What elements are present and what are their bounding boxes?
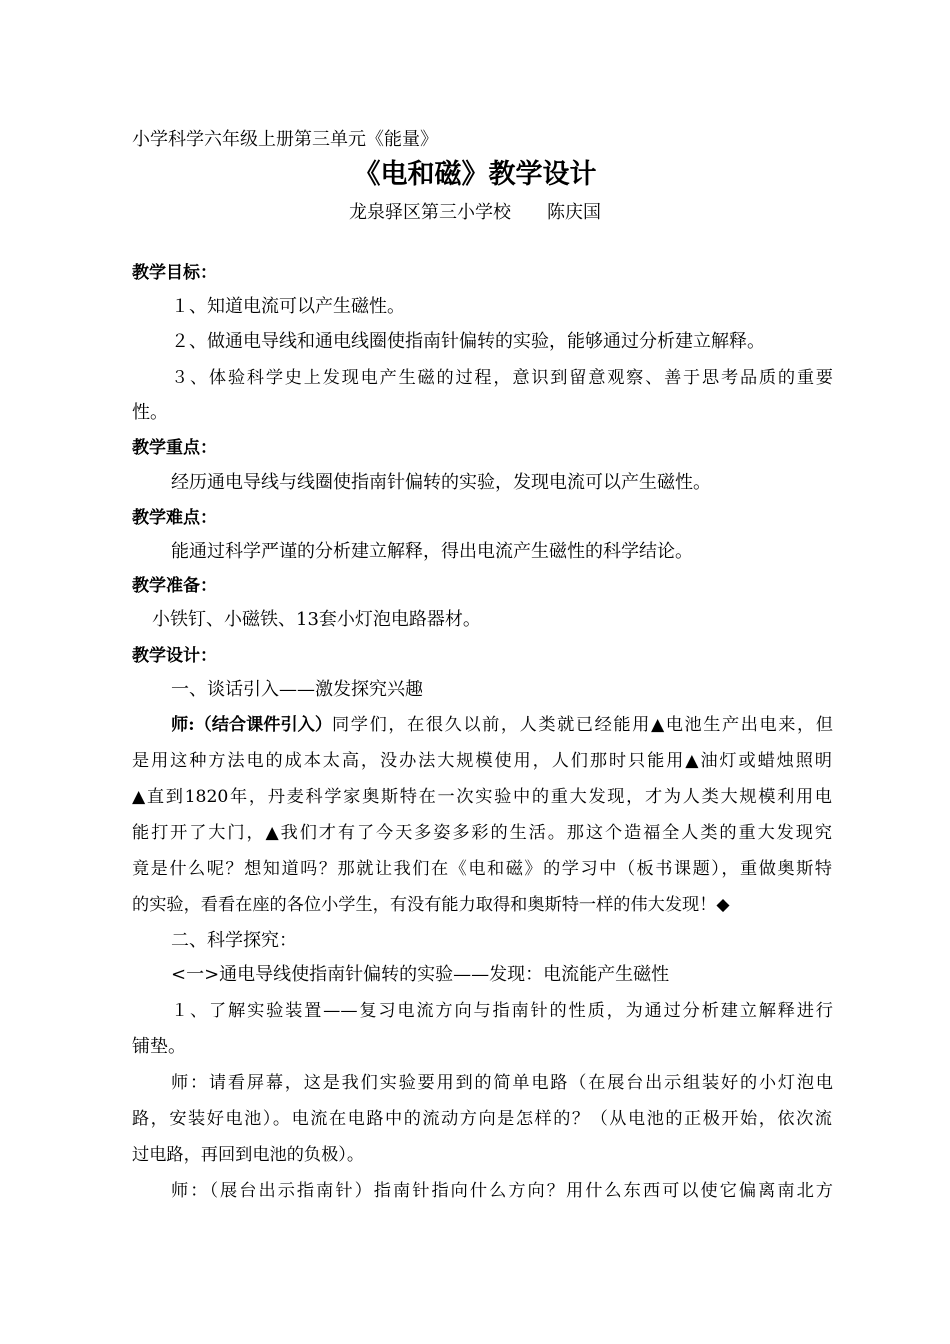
difficulties-text: 能通过科学严谨的分析建立解释，得出电流产生磁性的科学结论。 <box>171 541 693 562</box>
author-line <box>0 201 950 225</box>
teacher-line: 过电路，再回到电池的负极）。 <box>132 1145 365 1165</box>
school-name: 龙泉驿区第三小学校 <box>349 202 511 223</box>
intro-line: ▲直到1820年，丹麦科学家奥斯特在一次实验中的重大发现，才为人类大规模利用电 <box>132 787 832 807</box>
intro-line: 是用这种方法电的成本太高，没办法大规模使用，人们那时只能用▲油灯或蜡烛照明 <box>132 751 832 771</box>
preparation-heading: 教学准备： <box>132 576 217 596</box>
intro-line: 的实验，看看在座的各位小学生，有没有能力取得和奥斯特一样的伟大发现！◆ <box>132 895 730 915</box>
teacher-label: 师:（结合课件引入） <box>171 715 333 735</box>
objectives-heading: 教学目标： <box>132 263 217 283</box>
objective-item: ３、体验科学史上发现电产生磁的过程，意识到留意观察、善于思考品质的重要 <box>171 368 833 388</box>
teacher-line: 师：请看屏幕，这是我们实验要用到的简单电路（在展台出示组装好的小灯泡电 <box>171 1073 833 1093</box>
step-line: １、了解实验装置——复习电流方向与指南针的性质，为通过分析建立解释进行 <box>171 1001 833 1021</box>
intro-line: 竟是什么呢？想知道吗？那就让我们在《电和磁》的学习中（板书课题），重做奥斯特 <box>132 859 832 879</box>
subsection-heading: <一>通电导线使指南针偏转的实验——发现：电流能产生磁性 <box>171 964 670 985</box>
objective-item: １、知道电流可以产生磁性。 <box>171 296 405 317</box>
key-points-text: 经历通电导线与线圈使指南针偏转的实验，发现电流可以产生磁性。 <box>171 472 711 493</box>
objective-item: ２、做通电导线和通电线圈使指南针偏转的实验，能够通过分析建立解释。 <box>171 331 765 352</box>
teacher-line: 路，安装好电池）。电流在电路中的流动方向是怎样的？（从电池的正极开始，依次流 <box>132 1109 832 1129</box>
document-title: 《电和磁》教学设计 <box>353 159 597 190</box>
teacher-line: 师：（展台出示指南针）指南针指向什么方向？用什么东西可以使它偏离南北方 <box>171 1181 833 1201</box>
intro-paragraph-first-line <box>171 713 833 737</box>
section-heading: 一、谈话引入——激发探究兴趣 <box>171 679 423 700</box>
teacher-name: 陈庆国 <box>547 202 601 223</box>
design-heading: 教学设计： <box>132 646 217 666</box>
difficulties-heading: 教学难点： <box>132 508 217 528</box>
intro-line: 能打开了大门，▲我们才有了今天多姿多彩的生活。那这个造福全人类的重大发现究 <box>132 823 832 843</box>
objective-item-continuation: 性。 <box>132 402 168 423</box>
key-points-heading: 教学重点： <box>132 438 217 458</box>
unit-series-line: 小学科学六年级上册第三单元《能量》 <box>132 129 438 150</box>
step-line: 铺垫。 <box>132 1036 186 1057</box>
preparation-text: 小铁钉、小磁铁、13套小灯泡电路器材。 <box>152 609 481 630</box>
section-heading: 二、科学探究： <box>171 930 297 951</box>
intro-line: 同学们，在很久以前，人类就已经能用▲电池生产出电来，但 <box>332 715 833 735</box>
